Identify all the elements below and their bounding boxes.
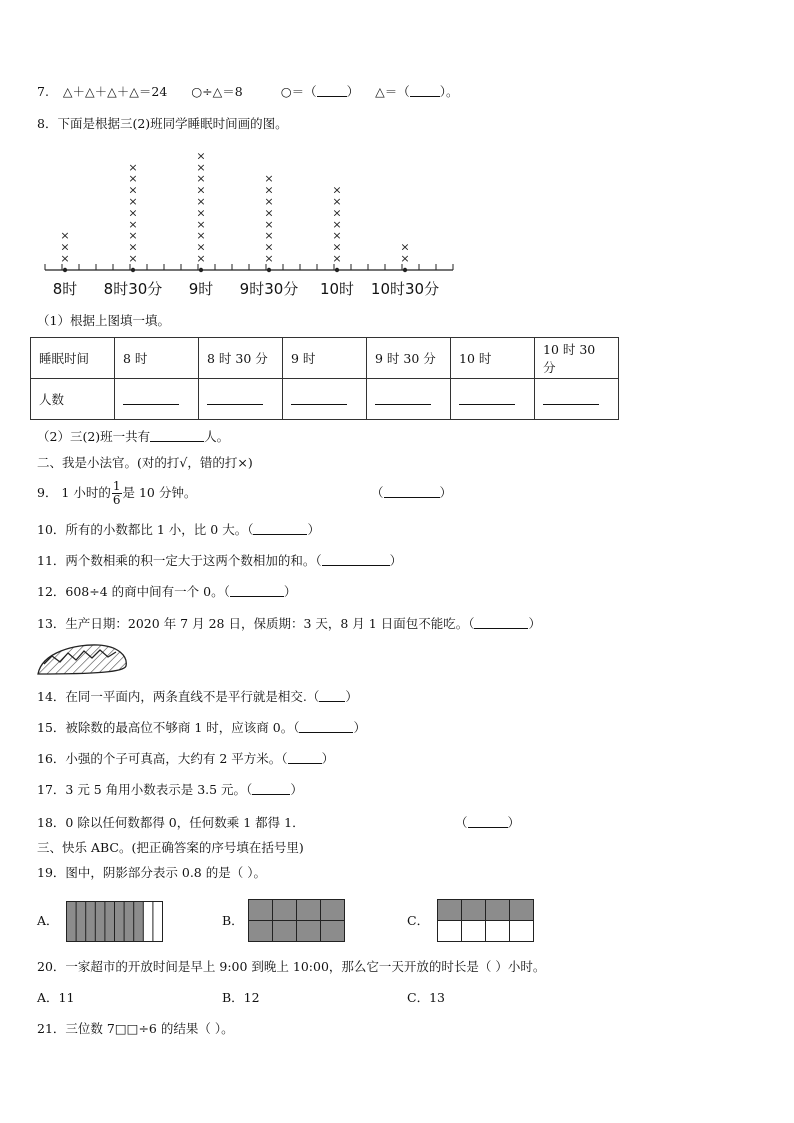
q9-answer-blank[interactable] <box>384 485 440 498</box>
category-dot <box>199 268 203 272</box>
count-blank[interactable] <box>207 390 263 405</box>
tick-label: 8时 <box>52 280 78 298</box>
q7-triangle-label: △＝（ <box>375 84 410 99</box>
table-header-time: 10 时 <box>451 338 535 379</box>
fraction-numerator: 1 <box>112 479 121 493</box>
table-row-label: 人数 <box>31 379 115 420</box>
plot-mark: × <box>128 240 138 254</box>
plot-mark: × <box>128 252 138 265</box>
tick-label: 8时30分 <box>103 280 163 298</box>
plot-mark: × <box>332 240 342 254</box>
table-header-time: 9 时 <box>283 338 367 379</box>
q9-paren-open: （ <box>371 485 384 500</box>
q13-text: 13．生产日期：2020 年 7 月 28 日，保质期：3 天，8 月 1 日面包不能吃。（ <box>37 616 475 631</box>
plot-mark: × <box>264 206 274 220</box>
category-dot <box>403 268 407 272</box>
q15-text: 15．被除数的最高位不够商 1 时，应该商 0。（ <box>37 720 300 735</box>
question-8-title: 8．下面是根据三(2)班同学睡眠时间画的图。 <box>37 116 288 131</box>
question-16 <box>37 751 334 767</box>
plot-mark: × <box>264 229 274 243</box>
plot-mark: × <box>128 206 138 220</box>
q11-paren-close: ） <box>389 553 403 568</box>
sleep-count-table <box>30 337 619 420</box>
option-a-figure[interactable] <box>66 901 164 943</box>
plot-mark: × <box>196 172 206 186</box>
q15-paren-close: ） <box>353 720 366 735</box>
q8-part2 <box>37 429 229 445</box>
q13-answer-blank[interactable] <box>474 616 528 629</box>
q10-text: 10．所有的小数都比 1 小，比 0 大。（ <box>37 522 254 537</box>
plot-mark: × <box>128 217 138 231</box>
plot-mark: × <box>332 217 342 231</box>
plot-mark: × <box>196 206 206 220</box>
table-count-row <box>31 379 619 420</box>
plot-mark: × <box>264 183 274 197</box>
q7-circle-blank[interactable] <box>317 84 347 97</box>
question-9 <box>37 478 196 508</box>
plot-mark: × <box>196 195 206 208</box>
tick-label: 9时 <box>188 280 214 298</box>
q9-text-suffix: 是 10 分钟。 <box>122 485 197 500</box>
q16-text: 16．小强的个子可真高，大约有 2 平方米。（ <box>37 751 288 766</box>
table-cell <box>367 379 451 420</box>
table-cell <box>283 379 367 420</box>
q13-paren-close: ） <box>528 616 541 631</box>
q11-answer-blank[interactable] <box>322 553 390 566</box>
q17-answer-blank[interactable] <box>252 782 290 795</box>
category-dot <box>131 268 135 272</box>
q8-part1-label: （1）根据上图填一填。 <box>37 313 170 328</box>
q9-text: 9． 1 小时的 <box>37 485 111 500</box>
table-header-time: 8 时 30 分 <box>199 338 283 379</box>
question-19: 19．图中，阴影部分表示 0.8 的是（ ）。 <box>37 865 266 880</box>
table-cell <box>199 379 283 420</box>
plot-mark: × <box>196 229 206 243</box>
option-c-label: C． <box>407 913 430 928</box>
count-blank[interactable] <box>291 390 347 405</box>
table-header-time: 9 时 30 分 <box>367 338 451 379</box>
q7-number: 7. <box>37 84 49 99</box>
tick-label: 10时 <box>319 280 355 298</box>
table-header-time: 10 时 30 分 <box>535 338 619 379</box>
question-13 <box>37 616 541 632</box>
q18-answer-blank[interactable] <box>468 815 508 828</box>
q20-option-c[interactable]: C．13 <box>407 990 445 1005</box>
question-17 <box>37 782 303 798</box>
plot-mark: × <box>400 240 410 254</box>
option-a-label: A． <box>37 913 59 928</box>
q9-answer <box>371 485 452 501</box>
q16-answer-blank[interactable] <box>288 751 322 764</box>
q11-text: 11．两个数相乘的积一定大于这两个数相加的和。（ <box>37 553 322 568</box>
q8-part2-suffix: 人。 <box>204 429 230 444</box>
plot-mark: × <box>128 160 138 174</box>
q16-paren-close: ） <box>321 751 335 766</box>
question-7 <box>37 84 459 100</box>
section-3-title: 三、快乐 ABC。(把正确答案的序号填在括号里) <box>37 840 304 855</box>
plot-mark: × <box>400 252 410 265</box>
count-blank[interactable] <box>123 390 179 405</box>
q17-text: 17．3 元 5 角用小数表示是 3.5 元。（ <box>37 782 253 797</box>
plot-mark: × <box>128 172 138 186</box>
q7-circle-close: ） <box>346 84 360 99</box>
q15-answer-blank[interactable] <box>299 720 353 733</box>
plot-mark: × <box>60 229 70 243</box>
q18-paren-open: （ <box>455 815 468 830</box>
plot-mark: × <box>196 217 206 231</box>
section-2-title: 二、我是小法官。(对的打√，错的打×) <box>37 455 253 470</box>
question-10 <box>37 522 320 538</box>
q20-option-b[interactable]: B．12 <box>222 990 260 1005</box>
sleep-time-line-plot <box>35 142 465 302</box>
bread-icon <box>36 642 128 676</box>
q7-triangle-blank[interactable] <box>410 84 440 97</box>
q12-paren-close: ） <box>283 584 297 599</box>
table-cell <box>115 379 199 420</box>
count-blank[interactable] <box>375 390 431 405</box>
table-cell <box>535 379 619 420</box>
count-blank[interactable] <box>543 390 599 405</box>
q8-part2-blank[interactable] <box>150 429 204 442</box>
question-18: 18．0 除以任何数都得 0，任何数乘 1 都得 1． <box>37 815 305 830</box>
plot-mark: × <box>128 229 138 243</box>
option-b-label: B． <box>222 913 244 928</box>
q14-text: 14．在同一平面内，两条直线不是平行就是相交.（ <box>37 689 320 704</box>
option-c-figure[interactable] <box>437 899 535 943</box>
table-header-label: 睡眠时间 <box>31 338 115 379</box>
question-14 <box>37 689 358 705</box>
q7-triangle-close: ）。 <box>439 84 459 99</box>
plot-mark: × <box>60 252 70 265</box>
option-b-figure[interactable] <box>248 899 346 943</box>
category-dot <box>335 268 339 272</box>
q17-paren-close: ） <box>290 782 303 797</box>
q7-equation-1: △＋△＋△＋△＝24 <box>62 84 168 99</box>
plot-mark: × <box>332 183 342 197</box>
q9-paren-close: ） <box>439 485 453 500</box>
plot-mark: × <box>332 195 342 208</box>
q14-paren-close: ） <box>345 689 358 704</box>
question-12 <box>37 584 296 600</box>
category-dot <box>63 268 67 272</box>
plot-mark: × <box>332 252 342 265</box>
question-15 <box>37 720 366 736</box>
count-blank[interactable] <box>459 390 515 405</box>
category-dot <box>267 268 271 272</box>
plot-mark: × <box>196 183 206 197</box>
q12-text: 12．608÷4 的商中间有一个 0。（ <box>37 584 230 599</box>
plot-mark: × <box>264 172 274 186</box>
plot-mark: × <box>196 252 206 265</box>
plot-mark: × <box>264 217 274 231</box>
table-header-row <box>31 338 619 379</box>
q7-equation-2: ○÷△＝8 <box>191 84 243 99</box>
q7-circle-label: ○＝（ <box>280 84 317 99</box>
q14-answer-blank[interactable] <box>319 689 345 702</box>
plot-mark: × <box>196 240 206 254</box>
plot-mark: × <box>332 229 342 243</box>
plot-mark: × <box>196 160 206 174</box>
question-20: 20．一家超市的开放时间是早上 9:00 到晚上 10:00，那么它一天开放的时长是（ ）小时。 <box>37 959 546 974</box>
q18-answer <box>455 815 520 831</box>
table-header-time: 8 时 <box>115 338 199 379</box>
question-21: 21．三位数 7□□÷6 的结果（ ）。 <box>37 1021 234 1036</box>
plot-mark: × <box>264 252 274 265</box>
plot-marks <box>60 149 409 265</box>
one-sixth-fraction <box>112 480 122 507</box>
fraction-denominator: 6 <box>112 493 121 507</box>
q10-answer-blank[interactable] <box>253 522 307 535</box>
table-cell <box>451 379 535 420</box>
plot-mark: × <box>128 183 138 197</box>
plot-mark: × <box>196 149 206 163</box>
q10-paren-close: ） <box>307 522 320 537</box>
plot-mark: × <box>128 195 138 208</box>
plot-mark: × <box>60 240 70 254</box>
question-11 <box>37 553 402 569</box>
q12-answer-blank[interactable] <box>230 584 284 597</box>
tick-label: 10时30分 <box>370 280 440 298</box>
plot-mark: × <box>264 240 274 254</box>
tick-label: 9时30分 <box>239 280 299 298</box>
plot-tick-labels <box>53 280 439 298</box>
q20-option-a[interactable]: A．11 <box>37 990 75 1005</box>
q18-paren-close: ） <box>507 815 521 830</box>
plot-mark: × <box>332 206 342 220</box>
q8-part2-text: （2）三(2)班一共有 <box>37 429 151 444</box>
plot-axis <box>45 264 453 272</box>
plot-mark: × <box>264 195 274 208</box>
